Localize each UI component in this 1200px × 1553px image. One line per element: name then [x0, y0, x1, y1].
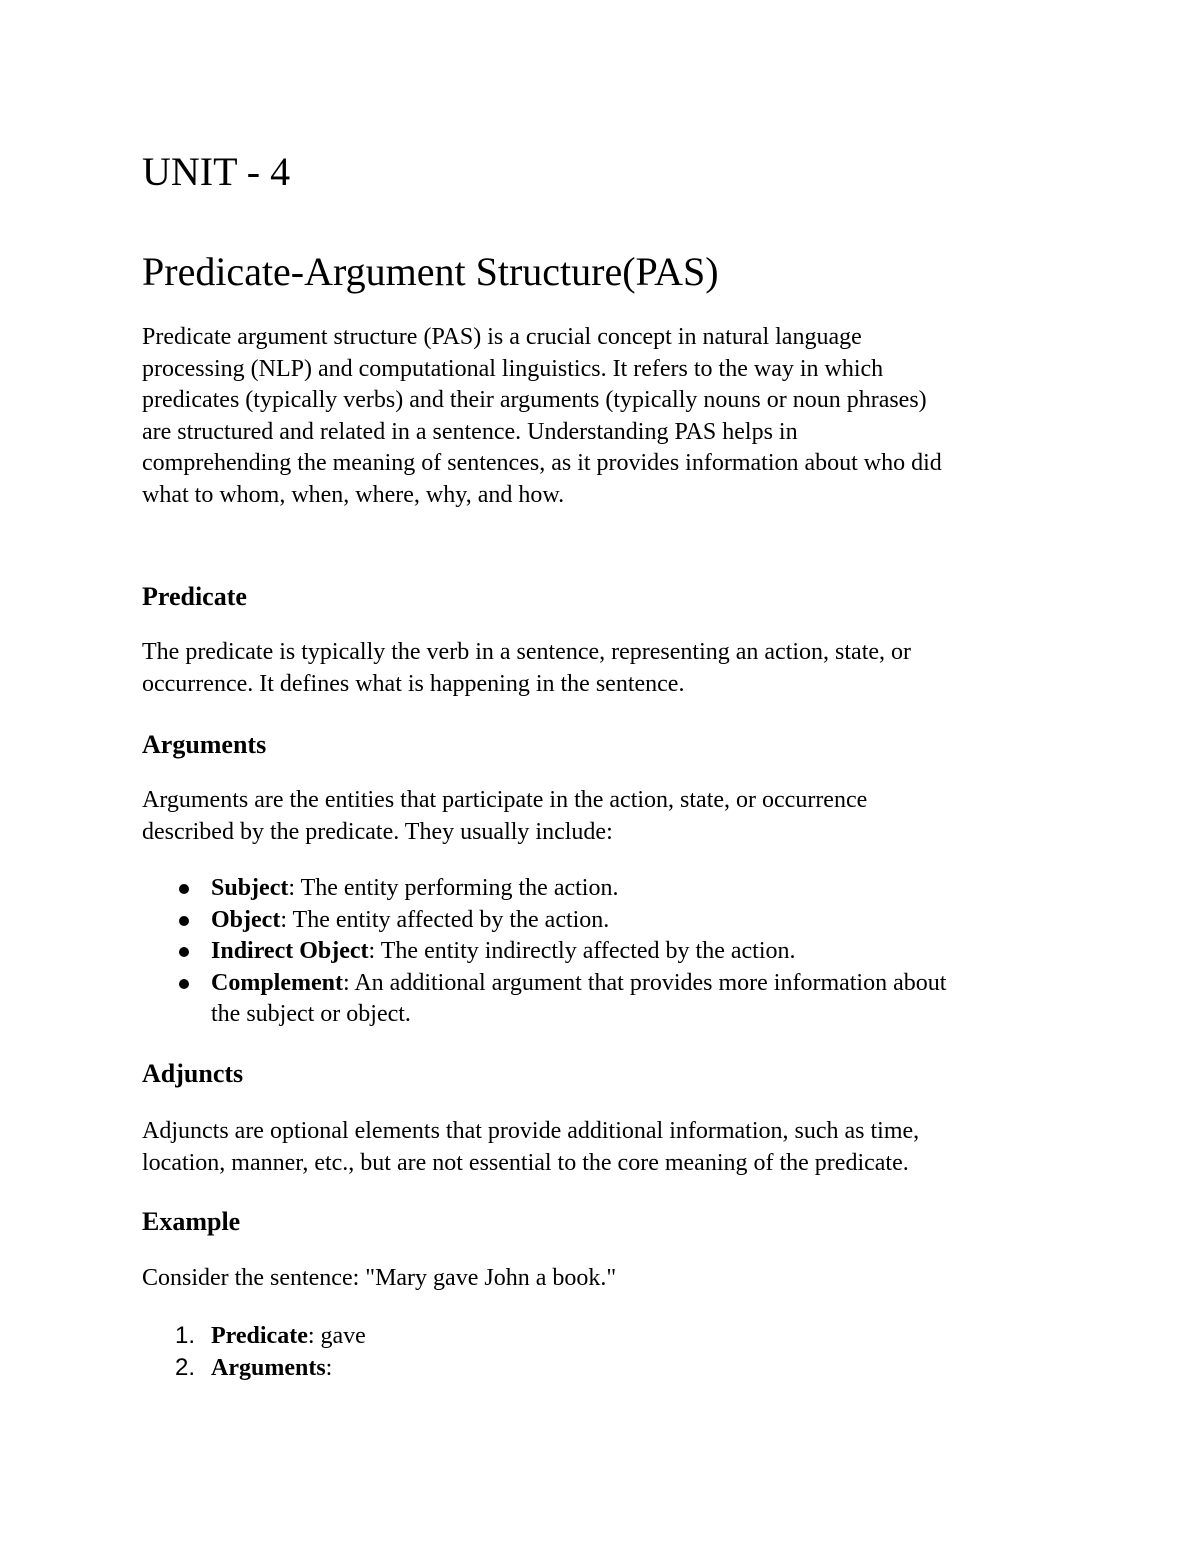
- predicate-line: occurrence. It defines what is happening in the sentence.: [142, 670, 685, 697]
- intro-line: processing (NLP) and computational linguistics. It refers to the way in which: [142, 355, 884, 382]
- list-item: [142, 873, 946, 905]
- list-item: [142, 905, 946, 937]
- arguments-heading: Arguments: [142, 730, 267, 759]
- bullet-icon: [179, 979, 189, 989]
- adjuncts-paragraph: [142, 1116, 919, 1179]
- arguments-bullet-list: [142, 873, 946, 1031]
- adjuncts-heading: Adjuncts: [142, 1059, 244, 1088]
- adjuncts-line: location, manner, etc., but are not essential to the core meaning of the predicate.: [142, 1149, 909, 1176]
- example-sentence: Consider the sentence: "Mary gave John a book.": [142, 1265, 617, 1291]
- predicate-line: The predicate is typically the verb in a sentence, representing an action, state, or: [142, 639, 912, 665]
- predicate-paragraph: [142, 637, 911, 700]
- item-term: Indirect Object: [211, 938, 369, 964]
- predicate-heading: Predicate: [142, 582, 247, 611]
- item-text: : The entity indirectly affected by the action.: [368, 938, 796, 964]
- main-heading: Predicate-Argument Structure(PAS): [142, 249, 719, 294]
- list-item: [142, 968, 946, 1031]
- arguments-paragraph: [142, 785, 867, 848]
- arguments-line: Arguments are the entities that participate in the action, state, or occurrence: [142, 787, 868, 813]
- item-term: Predicate: [211, 1323, 308, 1349]
- item-text: : The entity affected by the action.: [280, 906, 610, 933]
- item-term: Subject: [211, 875, 289, 901]
- intro-line: comprehending the meaning of sentences, as it provides information about who did: [142, 450, 942, 476]
- bullet-icon: [179, 947, 189, 957]
- example-heading: Example: [142, 1207, 241, 1236]
- unit-title: UNIT - 4: [142, 149, 291, 194]
- intro-line: Predicate argument structure (PAS) is a crucial concept in natural language: [142, 324, 862, 350]
- adjuncts-line: Adjuncts are optional elements that provide additional information, such as time,: [142, 1118, 920, 1144]
- list-item: [142, 1352, 366, 1384]
- item-text: : The entity performing the action.: [288, 875, 619, 901]
- item-text: :: [325, 1355, 333, 1381]
- list-item: [142, 936, 946, 968]
- arguments-line: described by the predicate. They usually include:: [142, 818, 613, 845]
- bullet-icon: [179, 884, 189, 894]
- item-term: Object: [211, 906, 281, 933]
- item-term: Complement: [211, 969, 343, 996]
- item-term: Arguments: [211, 1355, 326, 1381]
- item-text-continued: the subject or object.: [211, 1001, 411, 1027]
- item-text: : An additional argument that provides more information about: [342, 969, 947, 996]
- list-number: 1.: [175, 1322, 196, 1349]
- list-number: 2.: [175, 1354, 196, 1381]
- intro-line: what to whom, when, where, why, and how.: [142, 481, 565, 508]
- item-text: : gave: [307, 1323, 366, 1349]
- example-numbered-list: [142, 1320, 366, 1384]
- bullet-icon: [179, 916, 189, 926]
- intro-line: predicates (typically verbs) and their arguments (typically nouns or noun phrases): [142, 387, 927, 413]
- intro-line: are structured and related in a sentence. Understanding PAS helps in: [142, 418, 798, 445]
- intro-paragraph: [142, 322, 942, 511]
- list-item: [142, 1320, 366, 1352]
